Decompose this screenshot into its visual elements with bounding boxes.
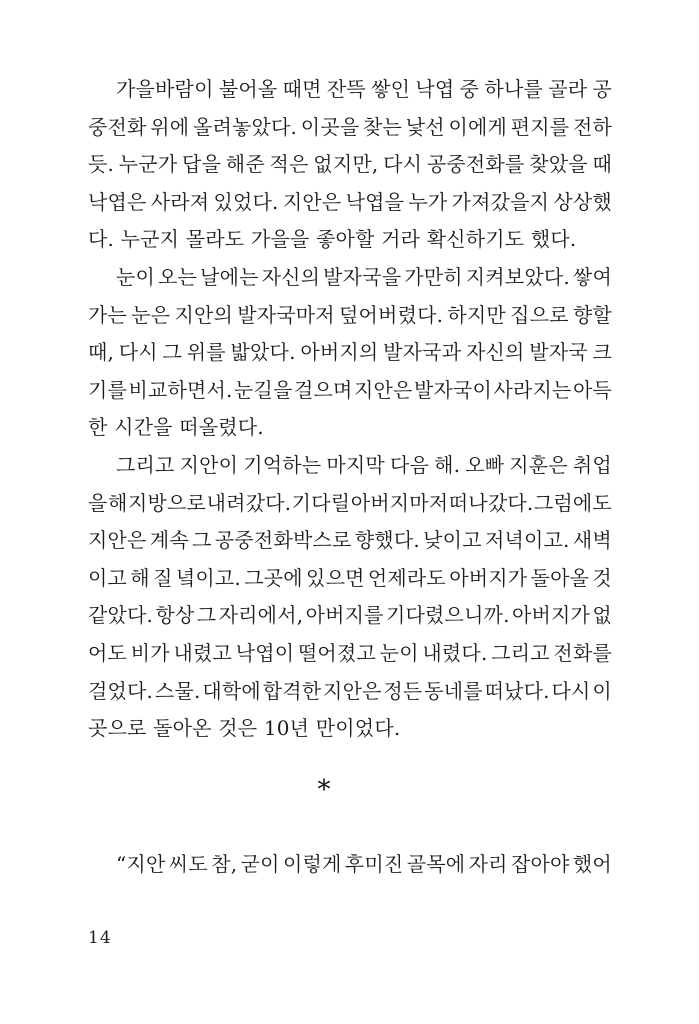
text-line: 때, 다시 그 위를 밟았다. 아버지의 발자국과 자신의 발자국 크 [88, 340, 612, 365]
text-line: 걸었다. 스물. 대학에 합격한 지안은 정든 동네를 떠났다. 다시 이 [88, 678, 612, 703]
text-line: 중전화 위에 올려놓았다. 이곳을 찾는 낯선 이에게 편지를 전하 [88, 114, 612, 139]
text-line: 지안은 계속 그 공중전화박스로 향했다. 낮이고 저녁이고. 새벽 [88, 528, 612, 553]
text-line: 다. 누군지 몰라도 가을을 좋아할 거라 확신하기도 했다. [88, 227, 577, 252]
section-divider-row [88, 772, 612, 810]
text-line: 눈이 오는 날에는 자신의 발자국을 가만히 지켜보았다. 쌓여 [116, 264, 612, 289]
text-line: 그리고 지안이 기억하는 마지막 다음 해. 오빠 지훈은 취업 [116, 452, 612, 477]
text-line: 같았다. 항상 그 자리에서, 아버지를 기다렸으니까. 아버지가 없 [88, 603, 612, 628]
text-line: 한 시간을 떠올렸다. [88, 415, 264, 440]
text-line: 가을바람이 불어올 때면 잔뜩 쌓인 낙엽 중 하나를 골라 공 [116, 77, 612, 101]
dialogue-text-block [88, 846, 612, 884]
page-number: 14 [88, 928, 112, 948]
text-line: 을 해 지방으로 내려갔다. 기다릴 아버지마저 떠나갔다. 그럼에도 [88, 490, 612, 515]
text-line: 듯. 누군가 답을 해준 적은 없지만, 다시 공중전화를 찾았을 때 [88, 152, 612, 177]
text-line: 낙엽은 사라져 있었다. 지안은 낙엽을 누가 가져갔을지 상상했 [88, 189, 612, 214]
asterisk-divider: * [317, 775, 331, 805]
text-line: 곳으로 돌아온 것은 10년 만이었다. [88, 716, 401, 741]
body-text-block [88, 71, 612, 748]
text-line: 가는 눈은 지안의 발자국마저 덮어버렸다. 하지만 집으로 향할 [88, 302, 612, 327]
text-line: 어도 비가 내렸고 낙엽이 떨어졌고 눈이 내렸다. 그리고 전화를 [88, 640, 612, 665]
text-line: “지안 씨도 참, 굳이 이렇게 후미진 골목에 자리 잡아야 했어 [116, 852, 612, 876]
text-line: 이고 해 질 녘이고. 그곳에 있으면 언제라도 아버지가 돌아올 것 [88, 565, 612, 590]
text-line: 기를 비교하면서. 눈길을 걸으며 지안은 발자국이 사라지는 아득 [88, 377, 612, 402]
